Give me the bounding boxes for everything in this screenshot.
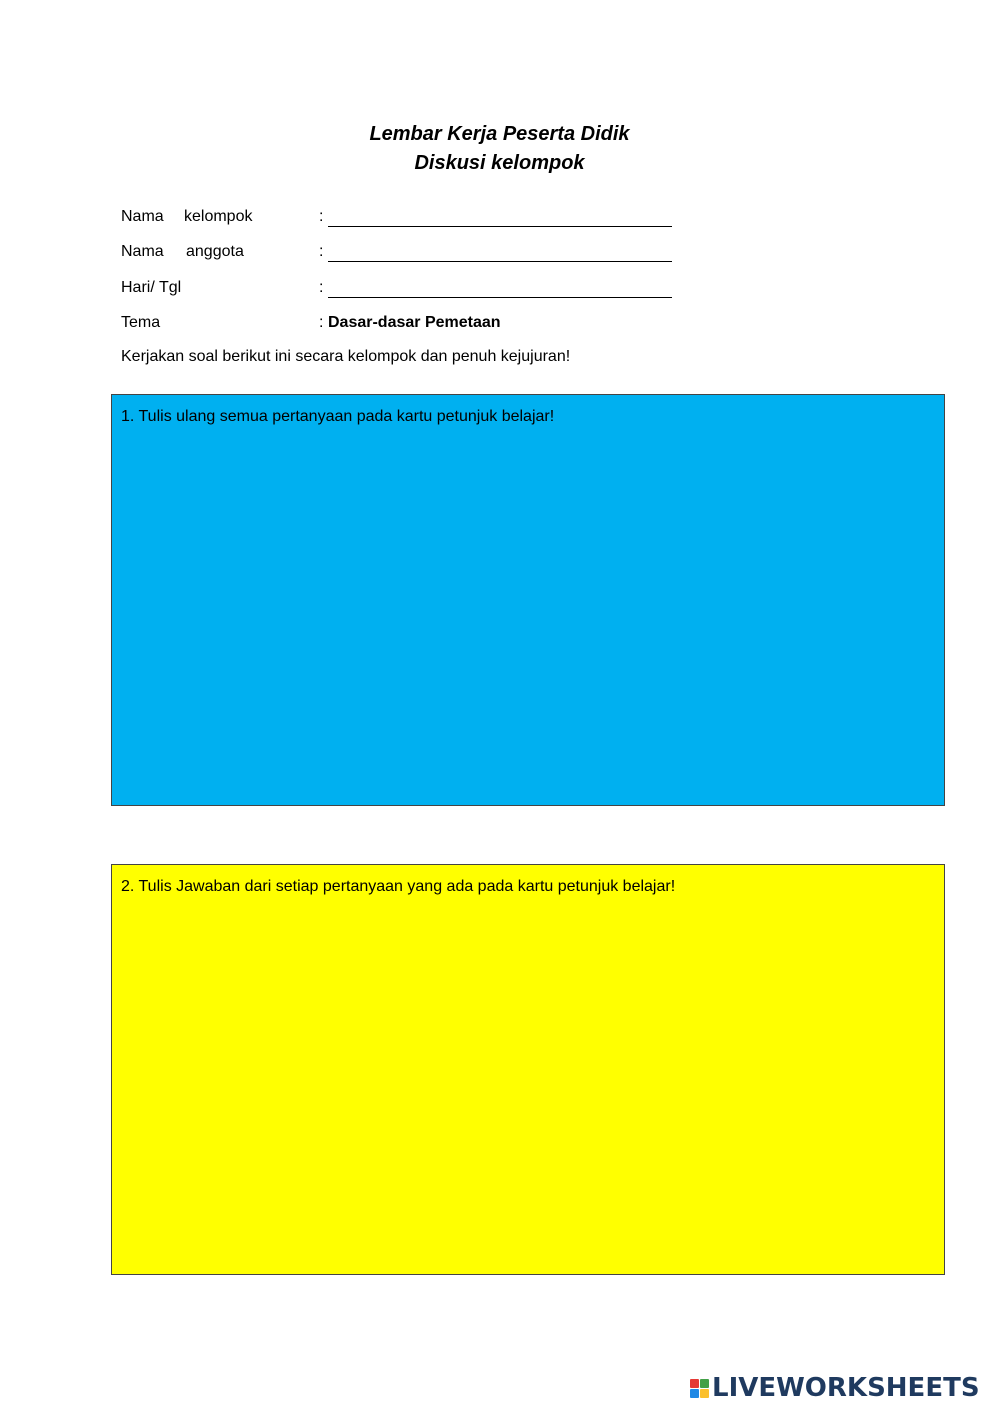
date-field[interactable]: [328, 297, 672, 298]
instruction-text: Kerjakan soal berikut ini secara kelompok dan penuh kejujuran!: [121, 348, 571, 365]
group-name-label: Nama kelompok: [121, 208, 253, 225]
form-row-group-name: Nama kelompok :: [121, 208, 681, 232]
brand-name: LIVEWORKSHEETS: [712, 1373, 980, 1403]
task-1-text: 1. Tulis ulang semua pertanyaan pada kartu petunjuk belajar!: [121, 408, 555, 425]
worksheet-title: Lembar Kerja Peserta Didik: [369, 123, 630, 145]
worksheet-subtitle: Diskusi kelompok: [414, 152, 585, 174]
form-row-theme: Tema : Dasar-dasar Pemetaan: [121, 314, 501, 331]
liveworksheets-logo: [690, 1372, 980, 1404]
members-label: Nama anggota: [121, 243, 244, 260]
task-box-1[interactable]: [111, 394, 945, 806]
group-name-field[interactable]: [328, 226, 672, 227]
theme-label: Tema: [121, 314, 161, 331]
task-box-2[interactable]: [111, 864, 945, 1275]
form-row-members: Nama anggota :: [121, 243, 681, 267]
members-field[interactable]: [328, 261, 672, 262]
task-2-text: 2. Tulis Jawaban dari setiap pertanyaan yang ada pada kartu petunjuk belajar!: [121, 878, 676, 895]
date-label: Hari/ Tgl: [121, 279, 182, 296]
form-row-date: Hari/ Tgl :: [121, 279, 681, 303]
liveworksheets-logo-icon: [690, 1379, 709, 1398]
theme-value: Dasar-dasar Pemetaan: [328, 314, 501, 331]
